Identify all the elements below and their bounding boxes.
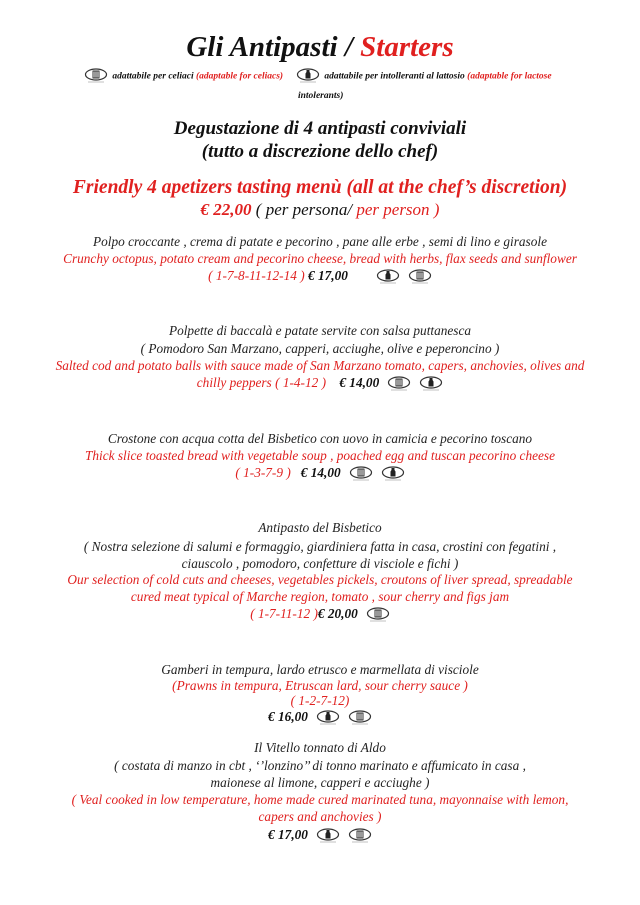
item-2-name: Polpette di baccalà e patate servite con salsa puttanesca: [168, 323, 472, 338]
item-4-description: ( Nostra selezione di salumi e formaggio, giardiniera fatta in casa, crostini con fegatini ,: [83, 539, 557, 554]
item-5-price-line: [0, 709, 640, 725]
gluten-free-icon: [387, 376, 411, 391]
item-2-price: € 14,00: [339, 375, 380, 390]
item-1-name: Polpo croccante , crema di patate e pecorino , pane alle erbe , semi di lino e girasole: [93, 234, 547, 249]
page-title: [0, 30, 640, 64]
lactose-free-icon: [419, 376, 443, 391]
item-1-english: Crunchy octopus, potato cream and pecorino cheese, bread with herbs, flax seeds and sunflower: [63, 251, 577, 266]
item-3-price-line: [0, 465, 640, 481]
title-english: Starters: [360, 31, 454, 63]
gluten-free-icon: [349, 466, 373, 481]
item-6-description-cont: maionese al limone, capperi e acciughe ): [210, 775, 430, 790]
lactose-free-icon: [381, 466, 405, 481]
item-1-price: € 17,00: [307, 268, 348, 283]
legend-lactose-free-it: adattabile per intolleranti al lattosio: [324, 71, 465, 82]
legend-lactose-free: [296, 68, 552, 85]
per-person-it: ( per persona/: [251, 200, 357, 219]
item-5-name: Gamberi in tempura, lardo etrusco e marmellata di visciole: [161, 662, 479, 677]
gluten-free-icon: [348, 828, 372, 843]
title-italian: Gli Antipasti /: [186, 31, 361, 63]
item-4-description-cont: ciauscolo , pomodoro, confetture di visciole e fichi ): [181, 556, 459, 571]
item-4-allergens: ( 1-7-11-12 ): [250, 606, 318, 621]
legend-lactose-free-en: (adaptable for lactose: [467, 71, 552, 82]
lactose-free-icon: [316, 828, 340, 843]
lactose-free-icon: [316, 710, 340, 725]
item-4-english-cont: cured meat typical of Marche region, tomato , sour cherry and figs jam: [130, 589, 510, 604]
item-2-price-line: [0, 375, 640, 391]
item-4-price: € 20,00: [317, 606, 358, 621]
tasting-price-line: [0, 199, 640, 221]
item-5-price: € 16,00: [268, 709, 308, 724]
gluten-free-icon: [348, 710, 372, 725]
item-4-english: Our selection of cold cuts and cheeses, vegetables pickels, croutons of liver spread, spreadable: [67, 572, 573, 587]
item-2-english: Salted cod and potato balls with sauce made of San Marzano tomato, capers, anchovies, olives and: [55, 358, 585, 373]
item-1-allergens: ( 1-7-8-11-12-14 ): [208, 268, 305, 283]
lactose-free-icon: [376, 269, 400, 284]
item-2-description: ( Pomodoro San Marzano, capperi, acciughe, olive e peperoncino ): [140, 341, 500, 356]
gluten-free-icon: [366, 607, 390, 622]
legend-lactose-free-en-cont: intolerants): [298, 91, 344, 101]
per-person-en: per person ): [356, 200, 440, 219]
item-6-english-cont: capers and anchovies ): [258, 809, 382, 824]
tasting-subheading: (tutto a discrezione dello chef): [201, 141, 439, 162]
gluten-free-icon: [84, 68, 110, 85]
item-1-price-line: [0, 268, 640, 284]
item-6-price: € 17,00: [268, 827, 308, 842]
item-3-allergens: ( 1-3-7-9 ): [235, 465, 291, 480]
gluten-free-icon: [408, 269, 432, 284]
legend-gluten-free-it: adattabile per celiaci: [112, 71, 194, 82]
item-3-english: Thick slice toasted bread with vegetable soup , poached egg and tuscan pecorino cheese: [85, 448, 555, 463]
tasting-price: € 22,00: [200, 200, 252, 219]
legend-gluten-free: [84, 68, 283, 85]
item-6-description: ( costata di manzo in cbt , ‘’lonzino’’ di tonno marinato e affumicato in casa ,: [114, 758, 526, 773]
item-5-allergens: ( 1-2-7-12): [290, 693, 350, 708]
legend-gluten-free-en: (adaptable for celiacs): [196, 71, 284, 82]
item-3-price: € 14,00: [300, 465, 341, 480]
item-6-price-line: [0, 827, 640, 843]
item-4-name: Antipasto del Bisbetico: [258, 520, 382, 535]
item-6-name: Il Vitello tonnato di Aldo: [254, 740, 386, 755]
item-5-english: (Prawns in tempura, Etruscan lard, sour cherry sauce ): [172, 678, 468, 693]
item-2-english-cont: chilly peppers: [196, 375, 272, 390]
item-2-allergens: ( 1-4-12 ): [275, 375, 327, 390]
item-6-english: ( Veal cooked in low temperature, home made cured marinated tuna, mayonnaise with lemon,: [71, 792, 569, 807]
tasting-heading: Degustazione di 4 antipasti conviviali: [173, 118, 467, 139]
item-3-name: Crostone con acqua cotta del Bisbetico con uovo in camicia e pecorino toscano: [107, 431, 533, 446]
lactose-free-icon: [296, 68, 322, 85]
tasting-english: Friendly 4 apetizers tasting menù (all at the chef’s discretion): [72, 177, 568, 198]
item-4-price-line: [0, 606, 640, 622]
